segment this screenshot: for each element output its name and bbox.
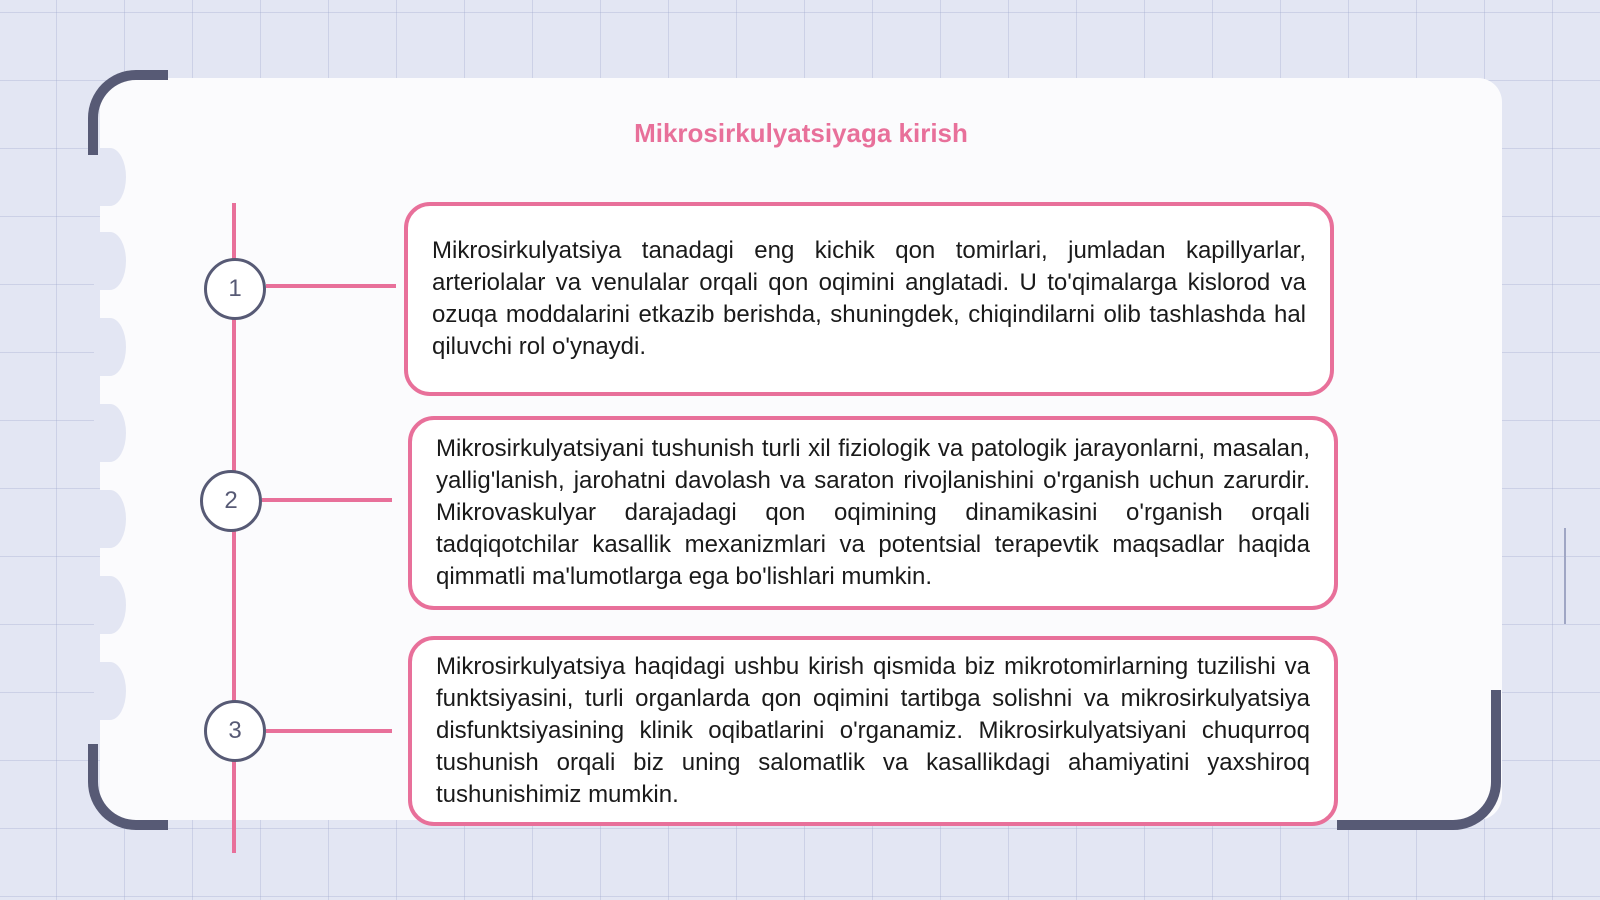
corner-bracket-bottom-right bbox=[1337, 690, 1501, 830]
timeline-connector bbox=[262, 498, 392, 502]
timeline-connector bbox=[266, 284, 396, 288]
step-card bbox=[404, 202, 1334, 396]
step-description: Mikrosirkulyatsiya tanadagi eng kichik qon tomirlari, jumladan kapillyarlar, arteriolalar va venulalar orqali qon oqimini anglatadi. U to'qimalarga kislorod va ozuqa moddalarini etkazib berishda, shuningdek, chiqindilarni olib tashlashda hal qiluvchi rol o'ynaydi. bbox=[432, 237, 1306, 360]
scallop-edge bbox=[94, 404, 126, 462]
step-description: Mikrosirkulyatsiya haqidagi ushbu kirish qismida biz mikrotomirlarning tuzilishi va funktsiyasini, turli organlarda qon oqimini tartibga solishni va mikrosirkulyatsiya disfunktsiyasining klinik oqibatlarini o'rganamiz. Mikrosirkulyatsiyani chuqurroq tushunish orqali biz uning salomatlik va kasallikdagi ahamiyatini yaxshiroq tushunishimiz mumkin. bbox=[436, 653, 1310, 808]
slide-title: Mikrosirkulyatsiyaga kirish bbox=[634, 118, 968, 148]
scallop-edge bbox=[94, 318, 126, 376]
scallop-edge bbox=[94, 148, 126, 206]
scallop-edge bbox=[94, 490, 126, 548]
scallop-edge bbox=[94, 576, 126, 634]
timeline-connector bbox=[266, 729, 392, 733]
step-card bbox=[408, 416, 1338, 610]
step-number-badge: 3 bbox=[204, 700, 266, 762]
step-number-badge: 2 bbox=[200, 470, 262, 532]
scallop-edge bbox=[94, 662, 126, 720]
corner-bracket-bottom-left bbox=[88, 744, 168, 830]
step-description: Mikrosirkulyatsiyani tushunish turli xil fiziologik va patologik jarayonlarni, masalan, yallig'lanish, jarohatni davolash va saraton rivojlanishini o'rganish uchun zarurdir. Mikrovaskulyar darajadagi qon oqimining dinamikasini o'rganish orqali tadqiqotchilar kasallik mexanizmlari va potentsial terapevtik maqsadlar haqida qimmatli ma'lumotlarga ega bo'lishlari mumkin. bbox=[436, 435, 1310, 590]
step-number-badge: 1 bbox=[204, 258, 266, 320]
scrollbar-thumb[interactable] bbox=[1564, 528, 1566, 624]
step-card bbox=[408, 636, 1338, 826]
scallop-edge bbox=[94, 232, 126, 290]
